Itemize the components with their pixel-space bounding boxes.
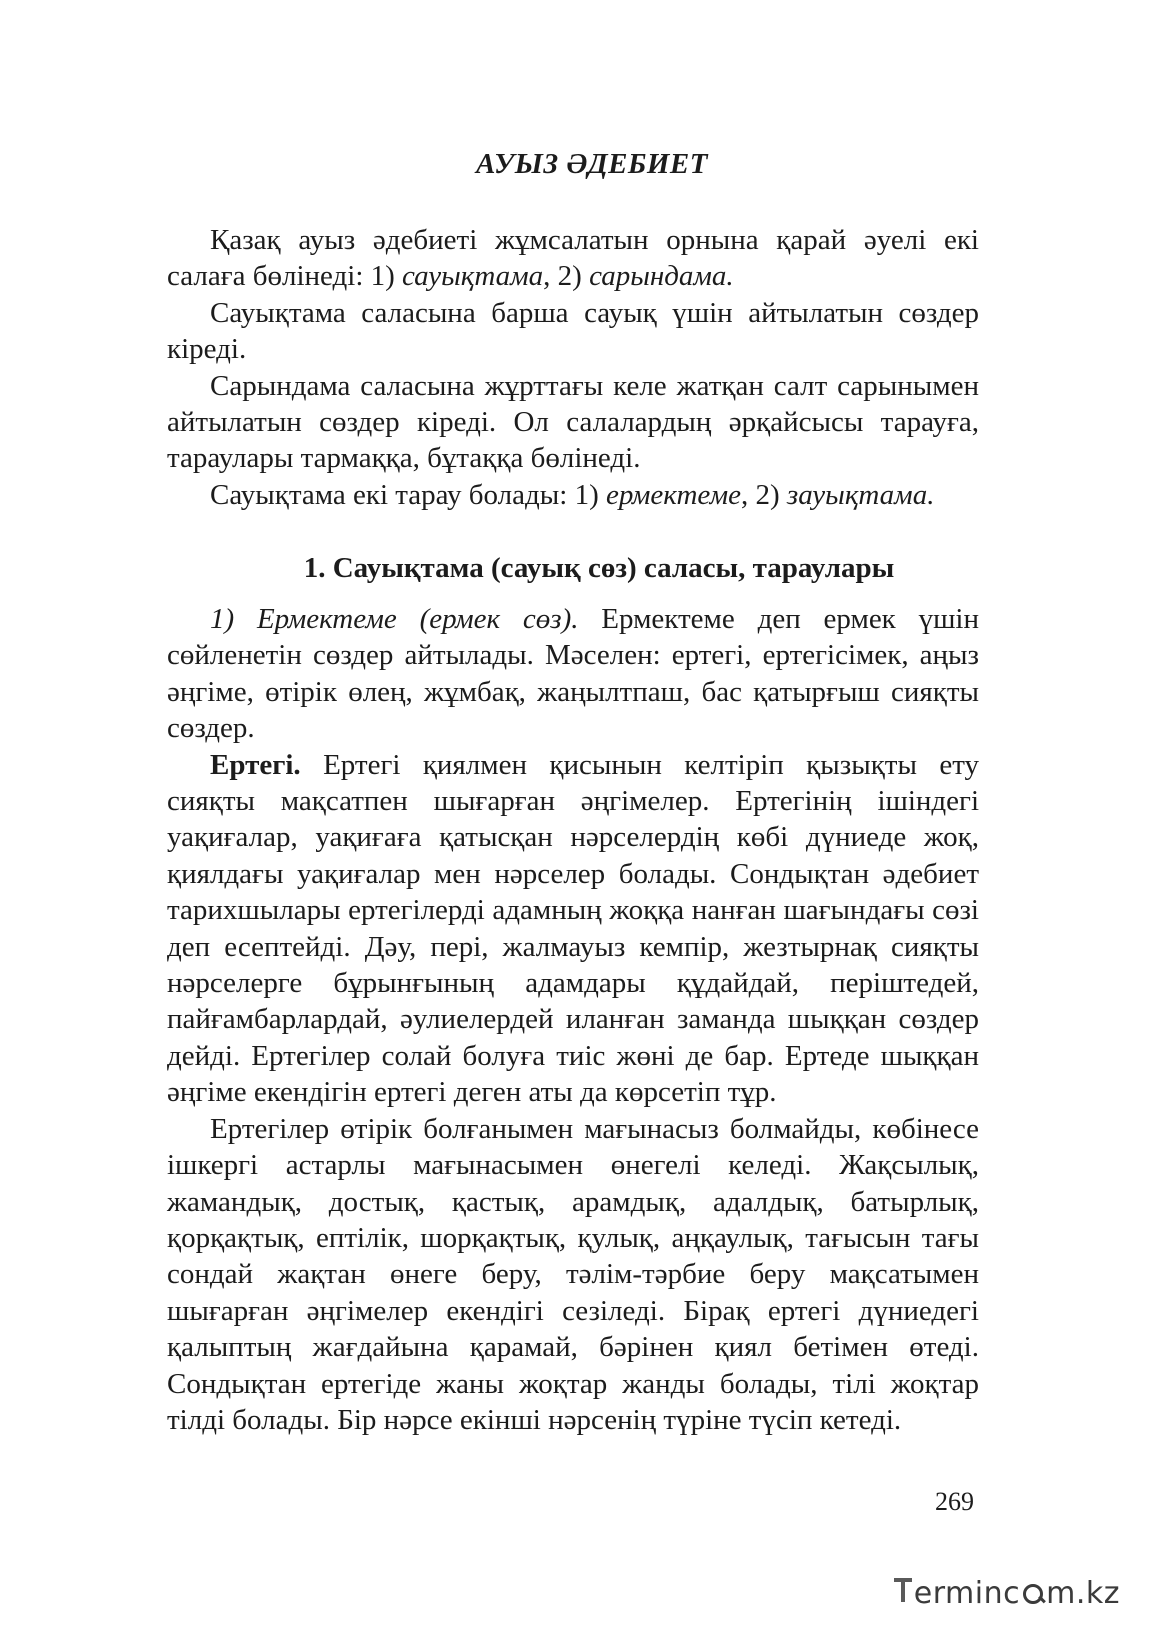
paragraph-text: , 2) xyxy=(543,260,590,293)
page-title: АУЫЗ ӘДЕБИЕТ xyxy=(476,148,708,180)
paragraph-text: Ермектеме деп ермек үшін сөйленетін сөздер айтылады. Мәселен: ертегі, ертегісімек, аңыз әңгіме, өтірік өлең, жұмбақ, жаңылтпаш, бас қатырғыш сияқты сөздер. xyxy=(167,603,979,745)
paragraph: Сауықтама саласына барша сауық үшін айтылатын сөздер кіреді. xyxy=(167,296,979,366)
paragraph-text: Қазақ ауыз әдебиеті жұмсалатын орнына қарай әуелі екі салаға бөлінеді: 1) xyxy=(167,224,979,293)
italic-lead: 1) Ермектеме (ермек сөз). xyxy=(210,603,579,635)
italic-term: сауықтама xyxy=(402,260,544,293)
bold-lead: Ертегі. xyxy=(210,748,301,781)
paragraph xyxy=(167,747,979,1111)
page-number: 269 xyxy=(935,1487,974,1516)
paragraph xyxy=(167,222,979,295)
section-heading: 1. Сауықтама (сауық сөз) саласы, тараулары xyxy=(303,552,895,584)
magnifier-icon xyxy=(1021,1576,1045,1606)
paragraph xyxy=(167,601,979,747)
paragraph: Сарындама саласына жұрттағы келе жатқан салт сарынымен айтылатын сөздер кіреді. Ол салалардың әрқайсысы тарауға, тараулары тармаққа, бұтаққа бөлінеді. xyxy=(167,369,979,475)
paragraph-text: , 2) xyxy=(740,478,787,511)
watermark-text: m.kz xyxy=(1046,1576,1120,1611)
watermark-logo xyxy=(894,1576,1120,1611)
paragraph: Ертегілер өтірік болғанымен мағынасыз болмайды, көбінесе ішкергі астарлы мағынасымен өнегелі келеді. Жақсылық, жамандық, достық, қастық, арамдық, адалдық, батырлық, қорқақтық, ептілік, шорқақтық, қулық, аңқаулық, тағысын тағы сондай жақтан өнеге беру, тәлім-тәрбие беру мақсатымен шығарған әңгімелер екендігі сезіледі. Бірақ ертегі дүниедегі қалыптың жағдайына қарамай, бәрінен қиял бетімен өтеді. Сондықтан ертегіде жаны жоқтар жанды болады, тілі жоқтар тілді болады. Бір нәрсе екінші нәрсенің түріне түсіп кетеді. xyxy=(167,1112,979,1436)
paragraph-text: Ертегі қиялмен қисынын келтіріп қызықты ету сияқты мақсатпен шығарған әңгімелер. Ертегінің ішіндегі уақиғалар, уақиғаға қатысқан нәрселердің көбі дүниеде жоқ, қиялдағы уақиғалар мен нәрселер болады. Сондықтан әдебиет тарихшылары ертегілерді адамның жоққа нанған шағындағы сөзі деп есептейді. Дәу, пері, жалмауыз кемпір, жезтырнақ сияқты нәрселерге бұрынғының адамдары құдайдай, періштедей, пайғамбарлардай, әулиелердей иланған заманда шыққан сөздер дейді. Ертегілер солай болуға тиіс жөні де бар. Ертеде шыққан әңгіме екендігін ертегі деген аты да көрсетіп тұр. xyxy=(167,748,979,1109)
t-logo-icon xyxy=(894,1576,912,1606)
intro-block xyxy=(167,222,979,513)
section-body xyxy=(167,601,979,1438)
italic-term: зауықтама. xyxy=(786,478,935,511)
watermark-text: erminc xyxy=(913,1576,1021,1611)
paragraph-text: Сауықтама екі тарау болады: 1) xyxy=(210,478,606,511)
italic-term: сарындама. xyxy=(589,260,734,293)
paragraph xyxy=(167,477,979,513)
italic-term: ермектеме xyxy=(605,478,741,511)
